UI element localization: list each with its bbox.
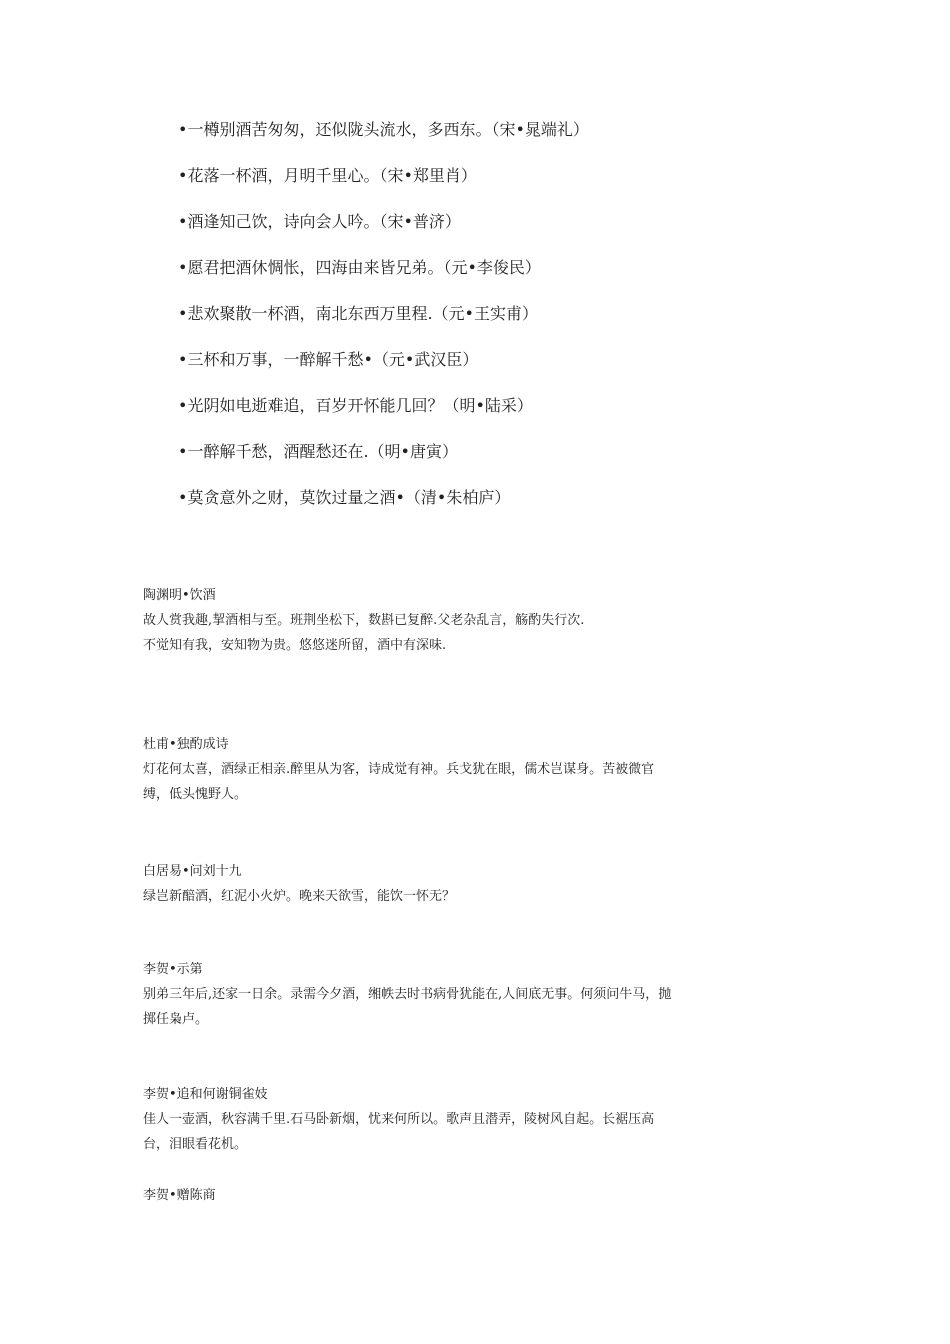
quote-item: •莫贪意外之财，莫饮过量之酒•（清•朱柏庐） <box>178 488 511 507</box>
poem-bai-juyi <box>143 859 673 909</box>
poem-li-he-chenshang <box>143 1183 673 1208</box>
poem-line: 故人赏我趣,挈酒相与至。班荆坐松下，数斟已复醉.父老杂乱言，觞酌失行次. <box>143 613 585 628</box>
quote-item: •悲欢聚散一杯酒，南北东西万里程.（元•王实甫） <box>178 304 538 323</box>
quote-item: •花落一杯酒，月明千里心。（宋•郑里肖） <box>178 166 477 185</box>
poem-title: 李贺•赠陈商 <box>143 1188 216 1203</box>
quote-item: •光阴如电逝难追，百岁开怀能几回？（明•陆采） <box>178 396 533 415</box>
quote-item: •一醉解千愁，酒醒愁还在.（明•唐寅） <box>178 442 458 461</box>
quote-list <box>178 118 738 532</box>
poem-text: 绿岂新醅酒，红泥小火炉。晚来天欲雪，能饮一怀无？ <box>143 889 456 904</box>
quote-item: •一樽别酒苦匆匆，还似陇头流水，多西东。（宋•晁端礼） <box>178 120 589 139</box>
poem-text: 灯花何太喜，酒绿正相亲.醉里从为客，诗成觉有神。兵戈犹在眼，儒术岂谋身。苦被微官缚，低头愧野人。 <box>143 762 655 802</box>
poem-title: 杜甫•独酌成诗 <box>143 737 229 752</box>
poem-title: 李贺•追和何谢铜雀妓 <box>143 1087 268 1102</box>
quote-item: •愿君把酒休惆怅，四海由来皆兄弟。（元•李俊民） <box>178 258 541 277</box>
poem-line: 不觉知有我，安知物为贵。悠悠迷所留，酒中有深味. <box>143 638 447 653</box>
poem-title: 李贺•示第 <box>143 962 203 977</box>
poem-text: 别弟三年后,还家一日余。录需今夕酒，缃帙去时书病骨犹能在,人间底无事。何须问牛马，抛掷任枭卢。 <box>143 987 672 1027</box>
poem-du-fu <box>143 732 673 807</box>
quote-item: •三杯和万事，一醉解千愁•（元•武汉臣） <box>178 350 479 369</box>
poem-text: 佳人一壶酒，秋容满千里.石马卧新烟，忧来何所以。歌声且潜弄，陵树风自起。长裾压高台，泪眼看花机。 <box>143 1112 655 1152</box>
poem-tao-yuanming <box>143 583 673 658</box>
quote-item: •酒逢知己饮，诗向会人吟。（宋•普济） <box>178 212 461 231</box>
poem-title: 白居易•问刘十九 <box>143 864 242 879</box>
poem-title: 陶渊明•饮酒 <box>143 588 216 603</box>
poem-li-he-shidi <box>143 957 673 1032</box>
poem-li-he-tongque <box>143 1082 673 1157</box>
